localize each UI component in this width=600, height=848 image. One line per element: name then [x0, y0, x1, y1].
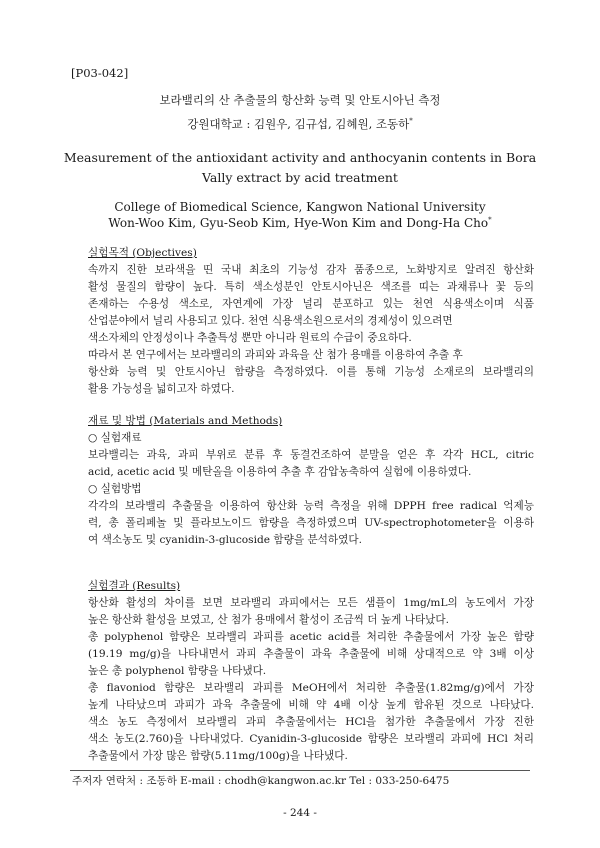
korean-authors-text: 강원대학교 : 김원우, 김규섭, 김혜원, 조동하: [187, 117, 410, 131]
methods-heading: 재료 및 방법 (Materials and Methods): [88, 415, 283, 427]
objectives-line: 산업분야에서 널리 사용되고 있다. 천연 식용색소원으로서의 경제성이 있으려면: [88, 315, 453, 327]
objectives-line: 존재하는 수용성 색소로, 자연계에 가장 널리 분포하고 있는 천연 식용색소이며 식품: [88, 298, 534, 310]
abstract-code: [P03-042]: [71, 66, 129, 80]
author-contact: 주저자 연락처 : 조동하 E-mail : chodh@kangwon.ac.kr Tel : 033-250-6475: [72, 775, 450, 787]
footer-divider: [70, 770, 530, 771]
korean-title: 보라밸리의 산 추출물의 항산화 능력 및 안토시아닌 측정: [159, 93, 441, 107]
results-line: 높은 항산화 활성을 보였고, 산 첨가 용매에서 활성이 조금씩 더 높게 나타났다.: [88, 614, 450, 626]
english-authors: [0, 216, 600, 230]
methods-subheading-procedure: ○ 실험방법: [88, 483, 142, 495]
objectives-section: [88, 245, 534, 398]
english-title: Measurement of the antioxidant activity and anthocyanin contents in Bora Vally extract by acid treatment: [63, 150, 537, 185]
objectives-line: 속까지 진한 보라색을 띤 국내 최초의 기능성 감자 품종으로, 노화방지로 알려진 항산화: [88, 264, 534, 276]
objectives-heading: 실험목적 (Objectives): [88, 247, 197, 259]
methods-section: [88, 413, 534, 549]
objectives-line: 색소자체의 안정성이나 추출특성 뿐만 아니라 원료의 수급이 중요하다.: [88, 332, 412, 344]
objectives-line: 항산화 능력 및 안토시아닌 함량을 측정하였다. 이를 통해 기능성 소재로의 보라밸리의: [88, 366, 534, 378]
objectives-line: 활용 가능성을 넓히고자 하였다.: [88, 383, 235, 395]
korean-corresponding-mark: *: [409, 117, 413, 126]
results-line: 총 flavoniod 함량은 보라밸리 과피를 MeOH에서 처리한 추출물(1.82mg/g)에서 가장: [88, 682, 534, 694]
methods-line: 여 색소농도 및 cyanidin-3-glucoside 함량을 분석하였다.: [88, 534, 362, 546]
methods-line: 각각의 보라밸리 추출물을 이용하여 항산화 능력 측정을 위해 DPPH free radical 억제능: [88, 500, 534, 512]
results-line: 색소 농도 측정에서 보라밸리 과피 추출물에서는 HCl을 첨가한 추출물에서 가장 진한: [88, 716, 534, 728]
page-number: - 244 -: [283, 807, 317, 819]
results-line: 색소 농도(2.760)을 나타내었다. Cyanidin-3-glucoside 함량은 보라밸리 과피에 HCl 처리: [88, 733, 534, 745]
objectives-line: 따라서 본 연구에서는 보라밸리의 과피와 과육을 산 첨가 용매를 이용하여 추출 후: [88, 349, 463, 361]
methods-subheading-materials: ○ 실험재료: [88, 432, 142, 444]
results-section: [88, 578, 534, 765]
methods-line: 보라밸리는 과육, 과피 부위로 분류 후 동결건조하여 분말을 얻은 후 각각 HCL, citric: [88, 449, 534, 461]
results-heading: 실험결과 (Results): [88, 580, 181, 592]
english-authors-text: Won-Woo Kim, Gyu-Seob Kim, Hye-Won Kim and Dong-Ha Cho: [108, 216, 489, 230]
results-line: (19.19 mg/g)을 나타내면서 과피 추출물이 과육 추출물에 비해 상대적으로 약 3배 이상: [88, 648, 534, 660]
results-line: 추출물에서 가장 많은 함량(5.11mg/100g)을 나타냈다.: [88, 750, 348, 762]
english-affiliation: College of Biomedical Science, Kangwon National University: [114, 200, 486, 214]
results-line: 총 polyphenol 함량은 보라밸리 과피를 acetic acid를 처리한 추출물에서 가장 높은 함량: [88, 631, 534, 643]
results-line: 높은 총 polyphenol 함량을 나타냈다.: [88, 665, 267, 677]
korean-authors: [0, 116, 600, 132]
methods-line: 력, 총 폴리페놀 및 플라보노이드 함량을 측정하였으며 UV-spectrophotometer을 이용하: [88, 517, 534, 529]
objectives-line: 활성 물질의 함량이 높다. 특히 색소성분인 안토시아닌은 색조를 띠는 과채류나 꽃 등의: [88, 281, 534, 293]
results-line: 항산화 활성의 차이를 보면 보라밸리 과피에서는 모든 샘플이 1mg/mL의 농도에서 가장: [88, 597, 534, 609]
methods-line: acid, acetic acid 및 메탄올을 이용하여 추출 후 감압농축하여 실험에 이용하였다.: [88, 466, 472, 478]
results-line: 높게 나타났으며 과피가 과육 추출물에 비해 약 4배 이상 높게 함유된 것으로 나타났다.: [88, 699, 534, 711]
english-corresponding-mark: *: [488, 216, 492, 224]
